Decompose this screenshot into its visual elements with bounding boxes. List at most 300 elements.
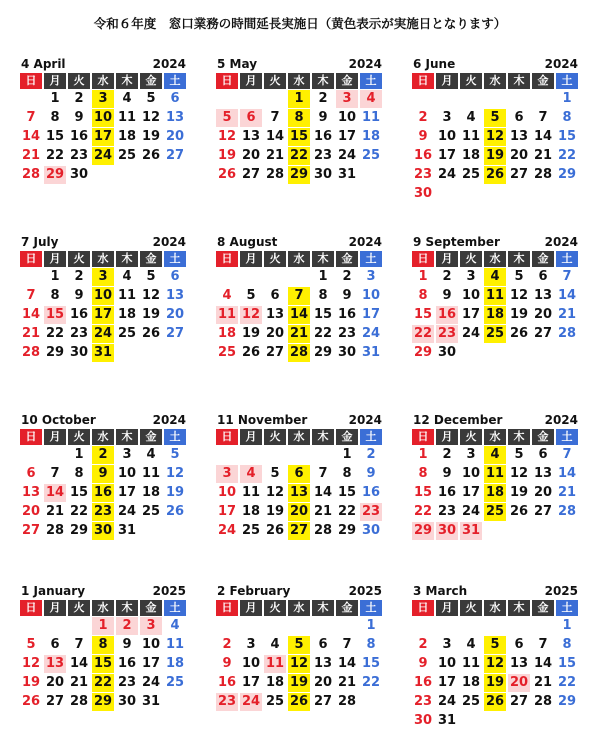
weekday-label: 金 bbox=[336, 251, 358, 267]
empty-day-cell bbox=[508, 522, 530, 540]
weekday-label: 金 bbox=[140, 600, 162, 616]
day-cell: 10 bbox=[361, 288, 381, 303]
day-cell: 18 bbox=[461, 675, 481, 690]
month-header bbox=[20, 57, 188, 71]
day-cell: 23 bbox=[313, 148, 333, 163]
weekday-label: 水 bbox=[288, 251, 310, 267]
month-header bbox=[412, 413, 580, 427]
month-year: 2025 bbox=[348, 584, 382, 598]
empty-day-cell bbox=[484, 712, 506, 730]
weekday-label: 日 bbox=[412, 429, 434, 445]
extended-day: 19 bbox=[485, 675, 505, 690]
week-row bbox=[412, 166, 580, 184]
day-cell: 24 bbox=[437, 694, 457, 709]
day-cell: 31 bbox=[437, 713, 457, 728]
day-cell: 1 bbox=[318, 269, 328, 284]
empty-day-cell bbox=[460, 617, 482, 635]
day-cell: 19 bbox=[165, 485, 185, 500]
month-header bbox=[20, 413, 188, 427]
week-row bbox=[20, 268, 188, 286]
week-row bbox=[216, 522, 384, 540]
day-cell: 10 bbox=[241, 656, 261, 671]
empty-day-cell bbox=[288, 268, 310, 286]
day-cell: 17 bbox=[117, 485, 137, 500]
day-cell: 13 bbox=[533, 288, 553, 303]
empty-day-cell bbox=[532, 522, 554, 540]
day-cell: 9 bbox=[418, 656, 428, 671]
month-header bbox=[216, 413, 384, 427]
week-row bbox=[216, 465, 384, 483]
day-cell: 21 bbox=[533, 148, 553, 163]
day-cell: 4 bbox=[122, 91, 132, 106]
day-cell: 12 bbox=[141, 110, 161, 125]
day-cell: 19 bbox=[21, 675, 41, 690]
day-cell: 4 bbox=[466, 637, 476, 652]
day-cell: 25 bbox=[217, 345, 237, 360]
day-cell: 8 bbox=[318, 288, 328, 303]
day-cell: 22 bbox=[413, 504, 433, 519]
extended-day: 2 bbox=[92, 446, 114, 464]
month-name: 10 October bbox=[21, 413, 96, 427]
day-cell: 11 bbox=[141, 466, 161, 481]
month-year: 2024 bbox=[152, 57, 186, 71]
week-row bbox=[412, 90, 580, 108]
empty-day-cell bbox=[44, 617, 66, 635]
day-cell: 7 bbox=[26, 288, 36, 303]
day-cell: 2 bbox=[366, 447, 376, 462]
weekday-label: 金 bbox=[140, 251, 162, 267]
week-row bbox=[216, 166, 384, 184]
month-header bbox=[216, 235, 384, 249]
extended-day: 29 bbox=[289, 167, 309, 182]
weekday-header bbox=[20, 429, 188, 445]
extended-day: 28 bbox=[289, 345, 309, 360]
day-cell: 13 bbox=[165, 288, 185, 303]
day-cell: 25 bbox=[461, 167, 481, 182]
empty-day-cell bbox=[532, 185, 554, 203]
day-cell: 24 bbox=[461, 326, 481, 341]
day-cell: 9 bbox=[366, 466, 376, 481]
month-calendar bbox=[20, 584, 188, 711]
month-calendar bbox=[216, 57, 384, 184]
day-cell: 28 bbox=[337, 694, 357, 709]
day-cell: 1 bbox=[50, 269, 60, 284]
day-cell: 12 bbox=[21, 656, 41, 671]
week-row bbox=[216, 344, 384, 362]
weekday-header bbox=[216, 600, 384, 616]
weekday-label: 金 bbox=[532, 429, 554, 445]
day-cell: 26 bbox=[141, 148, 161, 163]
extended-day: 15 bbox=[289, 129, 309, 144]
day-cell: 22 bbox=[313, 326, 333, 341]
day-cell: 27 bbox=[265, 345, 285, 360]
day-cell: 24 bbox=[117, 504, 137, 519]
day-cell: 26 bbox=[21, 694, 41, 709]
empty-day-cell bbox=[20, 446, 42, 464]
day-cell: 3 bbox=[466, 447, 476, 462]
day-cell: 13 bbox=[21, 485, 41, 500]
extended-day: 3 bbox=[92, 268, 114, 286]
empty-day-cell bbox=[140, 344, 162, 362]
day-cell: 9 bbox=[122, 637, 132, 652]
weekday-header bbox=[216, 73, 384, 89]
day-cell: 2 bbox=[74, 269, 84, 284]
day-cell: 28 bbox=[45, 523, 65, 538]
day-cell: 31 bbox=[117, 523, 137, 538]
weekday-label: 土 bbox=[164, 73, 186, 89]
day-cell: 12 bbox=[509, 466, 529, 481]
weekday-label: 木 bbox=[508, 73, 530, 89]
day-cell: 9 bbox=[222, 656, 232, 671]
extended-day: 17 bbox=[93, 307, 113, 322]
week-row bbox=[216, 306, 384, 324]
day-cell: 18 bbox=[117, 129, 137, 144]
day-cell: 11 bbox=[461, 129, 481, 144]
day-cell: 6 bbox=[538, 269, 548, 284]
day-cell: 23 bbox=[413, 694, 433, 709]
weekday-label: 土 bbox=[556, 429, 578, 445]
extended-day: 22 bbox=[289, 148, 309, 163]
weekday-label: 金 bbox=[336, 600, 358, 616]
weekday-label: 日 bbox=[216, 429, 238, 445]
day-cell: 11 bbox=[361, 110, 381, 125]
extended-day: 10 bbox=[93, 288, 113, 303]
empty-day-cell bbox=[20, 268, 42, 286]
day-cell: 25 bbox=[461, 694, 481, 709]
empty-day-cell bbox=[460, 90, 482, 108]
day-cell: 27 bbox=[45, 694, 65, 709]
day-cell: 6 bbox=[270, 288, 280, 303]
day-cell: 20 bbox=[533, 485, 553, 500]
weekday-label: 木 bbox=[116, 73, 138, 89]
extended-day: 17 bbox=[93, 129, 113, 144]
day-cell: 26 bbox=[165, 504, 185, 519]
day-cell: 23 bbox=[69, 326, 89, 341]
day-cell: 28 bbox=[313, 523, 333, 538]
week-row bbox=[20, 325, 188, 343]
day-cell: 13 bbox=[241, 129, 261, 144]
day-cell: 13 bbox=[509, 129, 529, 144]
month-calendar bbox=[20, 57, 188, 184]
week-row bbox=[412, 655, 580, 673]
holiday-day: 11 bbox=[217, 307, 237, 322]
day-cell: 1 bbox=[562, 91, 572, 106]
day-cell: 19 bbox=[141, 307, 161, 322]
weekday-label: 水 bbox=[92, 73, 114, 89]
day-cell: 18 bbox=[361, 129, 381, 144]
weekday-label: 月 bbox=[240, 429, 262, 445]
empty-day-cell bbox=[412, 90, 434, 108]
empty-day-cell bbox=[484, 522, 506, 540]
weekday-label: 土 bbox=[164, 600, 186, 616]
day-cell: 7 bbox=[74, 637, 84, 652]
empty-day-cell bbox=[164, 522, 186, 540]
extended-day: 7 bbox=[288, 287, 310, 305]
day-cell: 5 bbox=[146, 269, 156, 284]
day-cell: 17 bbox=[461, 307, 481, 322]
weekday-label: 月 bbox=[44, 73, 66, 89]
empty-day-cell bbox=[164, 344, 186, 362]
weekday-label: 火 bbox=[68, 600, 90, 616]
holiday-day: 23 bbox=[361, 504, 381, 519]
weekday-label: 月 bbox=[44, 600, 66, 616]
weekday-label: 木 bbox=[312, 600, 334, 616]
day-cell: 29 bbox=[557, 694, 577, 709]
day-cell: 15 bbox=[413, 485, 433, 500]
day-cell: 2 bbox=[442, 269, 452, 284]
day-cell: 8 bbox=[418, 288, 428, 303]
day-cell: 22 bbox=[69, 504, 89, 519]
extended-day: 18 bbox=[485, 307, 505, 322]
day-cell: 18 bbox=[241, 504, 261, 519]
week-row bbox=[20, 693, 188, 711]
day-cell: 16 bbox=[117, 656, 137, 671]
day-cell: 15 bbox=[313, 307, 333, 322]
day-cell: 11 bbox=[461, 656, 481, 671]
day-cell: 22 bbox=[45, 326, 65, 341]
empty-day-cell bbox=[532, 90, 554, 108]
weekday-label: 水 bbox=[288, 73, 310, 89]
weekday-header bbox=[20, 251, 188, 267]
day-cell: 8 bbox=[50, 288, 60, 303]
day-cell: 21 bbox=[557, 485, 577, 500]
day-cell: 1 bbox=[366, 618, 376, 633]
empty-day-cell bbox=[164, 693, 186, 711]
weekday-label: 木 bbox=[508, 429, 530, 445]
day-cell: 4 bbox=[146, 447, 156, 462]
day-cell: 13 bbox=[165, 110, 185, 125]
week-row bbox=[20, 166, 188, 184]
empty-day-cell bbox=[240, 90, 262, 108]
empty-day-cell bbox=[288, 446, 310, 464]
day-cell: 6 bbox=[318, 637, 328, 652]
extended-day: 6 bbox=[288, 465, 310, 483]
day-cell: 4 bbox=[170, 618, 180, 633]
day-cell: 7 bbox=[562, 447, 572, 462]
day-cell: 21 bbox=[265, 148, 285, 163]
day-cell: 24 bbox=[217, 523, 237, 538]
extended-day: 3 bbox=[92, 90, 114, 108]
day-cell: 3 bbox=[442, 637, 452, 652]
day-cell: 20 bbox=[533, 307, 553, 322]
weekday-label: 木 bbox=[116, 251, 138, 267]
day-cell: 9 bbox=[74, 288, 84, 303]
week-row bbox=[412, 712, 580, 730]
day-cell: 28 bbox=[533, 167, 553, 182]
day-cell: 24 bbox=[141, 675, 161, 690]
month-header bbox=[412, 584, 580, 598]
day-cell: 9 bbox=[442, 466, 452, 481]
day-cell: 15 bbox=[557, 129, 577, 144]
day-cell: 25 bbox=[361, 148, 381, 163]
empty-day-cell bbox=[312, 617, 334, 635]
weekday-label: 金 bbox=[336, 73, 358, 89]
weekday-label: 金 bbox=[532, 251, 554, 267]
empty-day-cell bbox=[264, 446, 286, 464]
weekday-label: 日 bbox=[412, 251, 434, 267]
week-row bbox=[216, 617, 384, 635]
empty-day-cell bbox=[116, 166, 138, 184]
extended-day: 12 bbox=[485, 129, 505, 144]
week-row bbox=[216, 446, 384, 464]
day-cell: 1 bbox=[418, 447, 428, 462]
weekday-label: 土 bbox=[556, 251, 578, 267]
day-cell: 19 bbox=[217, 148, 237, 163]
day-cell: 19 bbox=[265, 504, 285, 519]
empty-day-cell bbox=[508, 90, 530, 108]
weekday-label: 火 bbox=[68, 429, 90, 445]
week-row bbox=[412, 325, 580, 343]
extended-day: 19 bbox=[485, 148, 505, 163]
weekday-header bbox=[412, 73, 580, 89]
extended-day: 26 bbox=[289, 694, 309, 709]
extended-day: 23 bbox=[93, 504, 113, 519]
day-cell: 10 bbox=[141, 637, 161, 652]
month-name: 11 November bbox=[217, 413, 308, 427]
day-cell: 29 bbox=[337, 523, 357, 538]
day-cell: 28 bbox=[265, 167, 285, 182]
month-year: 2024 bbox=[152, 235, 186, 249]
empty-day-cell bbox=[264, 617, 286, 635]
empty-day-cell bbox=[484, 617, 506, 635]
empty-day-cell bbox=[68, 617, 90, 635]
week-row bbox=[216, 90, 384, 108]
week-row bbox=[412, 617, 580, 635]
weekday-label: 日 bbox=[216, 73, 238, 89]
weekday-label: 火 bbox=[264, 429, 286, 445]
extended-day: 12 bbox=[289, 656, 309, 671]
empty-day-cell bbox=[92, 166, 114, 184]
day-cell: 5 bbox=[270, 466, 280, 481]
day-cell: 8 bbox=[74, 466, 84, 481]
empty-day-cell bbox=[484, 90, 506, 108]
holiday-day: 15 bbox=[45, 307, 65, 322]
day-cell: 6 bbox=[26, 466, 36, 481]
extended-day: 10 bbox=[93, 110, 113, 125]
empty-day-cell bbox=[412, 617, 434, 635]
day-cell: 5 bbox=[514, 269, 524, 284]
weekday-label: 月 bbox=[436, 429, 458, 445]
weekday-label: 水 bbox=[92, 429, 114, 445]
day-cell: 16 bbox=[413, 675, 433, 690]
day-cell: 20 bbox=[313, 675, 333, 690]
weekday-label: 水 bbox=[484, 251, 506, 267]
weekday-label: 土 bbox=[164, 429, 186, 445]
day-cell: 13 bbox=[533, 466, 553, 481]
empty-day-cell bbox=[216, 268, 238, 286]
day-cell: 5 bbox=[514, 447, 524, 462]
day-cell: 30 bbox=[361, 523, 381, 538]
extended-day: 5 bbox=[484, 636, 506, 654]
day-cell: 31 bbox=[337, 167, 357, 182]
day-cell: 9 bbox=[418, 129, 428, 144]
day-cell: 18 bbox=[165, 656, 185, 671]
day-cell: 7 bbox=[26, 110, 36, 125]
day-cell: 9 bbox=[342, 288, 352, 303]
week-row bbox=[412, 268, 580, 286]
day-cell: 22 bbox=[45, 148, 65, 163]
day-cell: 4 bbox=[270, 637, 280, 652]
weekday-label: 日 bbox=[20, 429, 42, 445]
day-cell: 22 bbox=[361, 675, 381, 690]
week-row bbox=[412, 693, 580, 711]
holiday-day: 6 bbox=[240, 109, 262, 127]
day-cell: 20 bbox=[265, 326, 285, 341]
empty-day-cell bbox=[460, 712, 482, 730]
day-cell: 15 bbox=[69, 485, 89, 500]
weekday-label: 金 bbox=[532, 73, 554, 89]
month-calendar bbox=[216, 413, 384, 540]
weekday-label: 水 bbox=[484, 429, 506, 445]
week-row bbox=[20, 147, 188, 165]
weekday-label: 土 bbox=[164, 251, 186, 267]
day-cell: 16 bbox=[413, 148, 433, 163]
weekday-label: 土 bbox=[556, 73, 578, 89]
empty-day-cell bbox=[336, 617, 358, 635]
weekday-label: 土 bbox=[360, 251, 382, 267]
day-cell: 3 bbox=[366, 269, 376, 284]
month-name: 3 March bbox=[413, 584, 468, 598]
month-name: 12 December bbox=[413, 413, 503, 427]
extended-day: 4 bbox=[484, 268, 506, 286]
day-cell: 21 bbox=[337, 675, 357, 690]
day-cell: 4 bbox=[122, 269, 132, 284]
holiday-day: 31 bbox=[461, 523, 481, 538]
day-cell: 2 bbox=[222, 637, 232, 652]
weekday-label: 金 bbox=[140, 429, 162, 445]
week-row bbox=[20, 674, 188, 692]
day-cell: 30 bbox=[117, 694, 137, 709]
week-row bbox=[216, 287, 384, 305]
holiday-day: 30 bbox=[437, 523, 457, 538]
empty-day-cell bbox=[240, 268, 262, 286]
day-cell: 26 bbox=[509, 326, 529, 341]
day-cell: 2 bbox=[74, 91, 84, 106]
week-row bbox=[216, 503, 384, 521]
month-name: 2 February bbox=[217, 584, 291, 598]
day-cell: 26 bbox=[241, 345, 261, 360]
day-cell: 11 bbox=[241, 485, 261, 500]
day-cell: 21 bbox=[557, 307, 577, 322]
day-cell: 5 bbox=[246, 288, 256, 303]
day-cell: 28 bbox=[21, 345, 41, 360]
month-header bbox=[20, 584, 188, 598]
empty-day-cell bbox=[532, 344, 554, 362]
holiday-day: 13 bbox=[45, 656, 65, 671]
day-cell: 30 bbox=[413, 713, 433, 728]
month-header bbox=[20, 235, 188, 249]
day-cell: 18 bbox=[461, 148, 481, 163]
week-row bbox=[412, 674, 580, 692]
day-cell: 5 bbox=[26, 637, 36, 652]
holiday-day: 23 bbox=[437, 326, 457, 341]
day-cell: 27 bbox=[533, 504, 553, 519]
extended-day: 8 bbox=[288, 109, 310, 127]
day-cell: 26 bbox=[217, 167, 237, 182]
empty-day-cell bbox=[20, 90, 42, 108]
day-cell: 25 bbox=[265, 694, 285, 709]
month-year: 2024 bbox=[544, 413, 578, 427]
weekday-label: 水 bbox=[484, 600, 506, 616]
week-row bbox=[20, 655, 188, 673]
holiday-day: 4 bbox=[240, 465, 262, 483]
day-cell: 15 bbox=[557, 656, 577, 671]
day-cell: 25 bbox=[141, 504, 161, 519]
month-year: 2024 bbox=[152, 413, 186, 427]
day-cell: 20 bbox=[45, 675, 65, 690]
empty-day-cell bbox=[460, 344, 482, 362]
weekday-label: 火 bbox=[68, 251, 90, 267]
